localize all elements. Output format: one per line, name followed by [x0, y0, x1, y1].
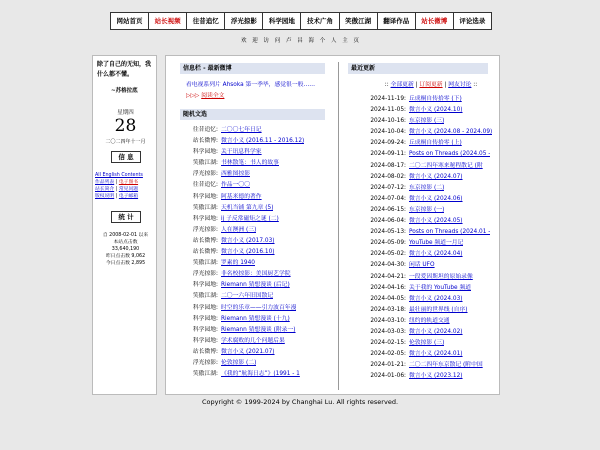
nav-science[interactable]: 科学园地	[263, 13, 301, 29]
list-item-label: 2024-04-16:	[370, 284, 406, 291]
list-item-label: 笑傲江湖:	[192, 293, 218, 300]
list-item-label: 2024-03-03:	[370, 328, 406, 335]
list-item	[351, 316, 499, 327]
list-item-link[interactable]: ij 子反常磁矩之谜 (二)	[221, 215, 279, 222]
list-item-label: 2024-04-05:	[370, 295, 406, 302]
list-item	[184, 347, 334, 358]
info-panel-body	[186, 80, 321, 102]
date-day: 28	[114, 116, 137, 136]
list-item-link[interactable]: 闲话 UFO	[409, 262, 435, 269]
link-english-contents[interactable]: All English Contents	[95, 173, 143, 178]
stats-yesterday: 昨日点击数 9,062	[105, 254, 146, 259]
copyright-footer: Copyright © 1999-2024 by Changhai Lu. All rights reserved.	[201, 398, 399, 406]
stats-total-value: 33,640,190	[111, 247, 140, 252]
list-item-label: 2024-01-06:	[370, 373, 406, 380]
list-item-link[interactable]: 微言小义 (2024.03)	[409, 295, 463, 302]
list-item	[184, 192, 334, 203]
main-content	[165, 55, 500, 395]
list-item-link[interactable]: Riemann 猜想漫谈 (附录一)	[221, 326, 296, 333]
nav-home[interactable]: 网站首页	[111, 13, 149, 29]
list-item-link[interactable]: 一段爱因斯坦的原始录像	[409, 273, 473, 280]
stats-total-label: 本站点击数	[113, 240, 138, 245]
list-item	[351, 194, 499, 205]
list-item-link[interactable]: 丘成桐自传拾零 (下)	[409, 96, 462, 102]
nav-videos[interactable]: 站长视频	[149, 13, 187, 29]
list-item-label: 2024-02-15:	[370, 340, 406, 347]
list-item	[351, 294, 499, 305]
list-item-label: 笑傲江湖:	[192, 260, 218, 267]
date-weekday: 星期四	[117, 110, 134, 116]
list-item-label: 站长微博:	[192, 249, 218, 256]
list-item	[351, 116, 499, 127]
info-heading: 信 息	[111, 151, 141, 163]
list-item-link[interactable]: 关于讯息科学家	[221, 149, 262, 156]
list-item	[184, 225, 334, 236]
list-item-link[interactable]: 微言小义 (2017.03)	[221, 237, 275, 244]
welcome-banner: 欢 迎 访 问 卢 昌 海 个 人 主 页	[241, 38, 361, 44]
nav-microblog[interactable]: 站长微博	[416, 13, 454, 29]
top-navigation	[110, 12, 492, 30]
date-full: 二〇二四年十一月	[105, 139, 146, 145]
list-item-label: 站长微博:	[192, 237, 218, 244]
link-ebooks[interactable]: 电子图书	[118, 180, 139, 185]
list-item	[351, 305, 499, 316]
list-item-label: 科学园地:	[192, 304, 218, 311]
list-item	[184, 269, 334, 280]
link-subscribe[interactable]: 订阅更新	[419, 82, 443, 88]
list-item-label: 科学园地:	[192, 193, 218, 200]
list-item-link[interactable]: 阿基米德的著作	[221, 193, 262, 200]
list-item-label: 站长微博:	[192, 138, 218, 145]
list-item-link[interactable]: 微言小义 (2021.07)	[221, 348, 275, 355]
list-item-link[interactable]: 人在澳洲 (三)	[221, 226, 257, 233]
list-item	[184, 325, 334, 336]
list-item-link[interactable]: 作品一〇〇	[221, 182, 250, 189]
list-item-label: 科学园地:	[192, 149, 218, 156]
list-item-label: 2024-04-21:	[370, 273, 406, 280]
list-item-link[interactable]: YouTube 频道一月记	[409, 240, 464, 247]
list-item	[184, 203, 334, 214]
nav-memories[interactable]: 往昔追忆	[187, 13, 225, 29]
nav-essays[interactable]: 笑傲江湖	[340, 13, 378, 29]
list-item	[351, 238, 499, 249]
arrows-icon: ▷▷▷	[186, 93, 202, 99]
list-item	[184, 314, 334, 325]
stats-today: 今日点击数 2,895	[105, 261, 146, 266]
updates-links: :: 全部更新 | 订阅更新 | 网友讨论 ::	[384, 82, 478, 88]
list-item-link[interactable]: 丘成桐自传拾零 (上)	[409, 140, 462, 147]
link-faq[interactable]: 常见问题	[118, 187, 139, 192]
list-item-link[interactable]: 学术腐败的几个问题后果	[221, 337, 285, 344]
list-item	[184, 125, 334, 136]
list-item-label: 2024-01-21:	[370, 362, 406, 369]
list-item-label: 2024-03-10:	[370, 317, 406, 324]
list-item	[184, 291, 334, 302]
list-item	[351, 127, 499, 138]
list-item-link[interactable]: 纽约的轨道交通	[409, 317, 450, 324]
list-item	[184, 214, 334, 225]
list-item-label: 2024-02-05:	[370, 351, 406, 358]
updates-panel-title: 最近更新	[348, 63, 488, 74]
list-item-label: 2024-06-15:	[370, 206, 406, 213]
list-item	[351, 105, 499, 116]
nav-translations[interactable]: 翻译作品	[378, 13, 416, 29]
list-item	[184, 247, 334, 258]
nav-tech[interactable]: 技术广角	[301, 13, 339, 29]
random-list	[184, 125, 334, 380]
list-item-label: 2024-07-04:	[370, 195, 406, 202]
list-item-link[interactable]: 《我的“航海日志”》(1991 - 1	[221, 371, 300, 378]
list-item-link[interactable]: 微言小义 (2024.01)	[409, 351, 463, 358]
list-item	[351, 272, 499, 283]
list-item-label: 2024-11-05:	[370, 107, 406, 114]
list-item	[184, 158, 334, 169]
list-item-label: 科学园地:	[192, 282, 218, 289]
list-item	[351, 283, 499, 294]
link-copyright[interactable]: 版权说明	[95, 194, 115, 199]
link-email[interactable]: 电子邮箱	[118, 194, 139, 199]
stats-block	[95, 232, 156, 267]
list-item	[184, 336, 334, 347]
list-item-label: 浮光掠影:	[192, 271, 218, 278]
list-item-link[interactable]: 天机当铺 第九章 (5)	[221, 204, 274, 211]
list-item-label: 2024-11-19:	[370, 96, 406, 102]
updates-list	[351, 94, 499, 382]
list-item-label: 2024-08-02:	[370, 173, 406, 180]
list-item-link[interactable]: 二〇一六年旧国散记	[221, 293, 274, 300]
list-item	[351, 371, 499, 382]
list-item	[351, 338, 499, 349]
list-item-link[interactable]: 二〇二四年寒来秘程散记 (附	[409, 162, 483, 169]
list-item-link[interactable]: 罗素的 1940	[221, 260, 255, 267]
info-links: All English Contents 作品列表 | 电子图书 站长简介 | 常见问题 版权说明 | 电子邮箱	[95, 173, 143, 199]
list-item-label: 站长微博:	[192, 348, 218, 355]
list-item	[184, 180, 334, 191]
list-item	[184, 169, 334, 180]
list-item	[351, 216, 499, 227]
list-item	[351, 183, 499, 194]
list-item	[184, 136, 334, 147]
link-all-updates[interactable]: 全部更新	[390, 82, 414, 88]
list-item-label: 科学园地:	[192, 337, 218, 344]
nav-snapshots[interactable]: 浮光掠影	[225, 13, 263, 29]
list-item-link[interactable]: 伦敦掠影 (二)	[221, 359, 257, 366]
list-item-link[interactable]: 二〇〇七年日记	[221, 127, 262, 133]
list-item-label: 2024-03-18:	[370, 306, 406, 313]
list-item	[351, 360, 499, 371]
list-item-label: 2024-10-04:	[370, 129, 406, 136]
list-item-label: 浮光掠影:	[192, 359, 218, 366]
list-item	[351, 161, 499, 172]
list-item	[351, 349, 499, 360]
list-item-label: 科学园地:	[192, 315, 218, 322]
list-item-link[interactable]: 微言小义 (2024.02)	[409, 328, 463, 335]
list-item-link[interactable]: Riemann 猜想漫谈 (后记)	[221, 282, 290, 289]
list-item	[351, 172, 499, 183]
list-item-label: 2024-05-09:	[370, 240, 406, 247]
list-item-link[interactable]: 二〇二四年东京散记 (附中国	[409, 362, 483, 369]
list-item-link[interactable]: Riemann 猜想漫谈 (十九)	[221, 315, 290, 322]
list-item-label: 往昔追忆:	[192, 182, 218, 189]
list-item	[184, 369, 334, 380]
list-item-label: 笑傲江湖:	[192, 204, 218, 211]
list-item-label: 往昔追忆:	[192, 127, 218, 133]
stats-heading: 统 计	[111, 211, 141, 223]
list-item-label: 2024-10-16:	[370, 118, 406, 125]
list-item-link[interactable]: 东京掠影 (一)	[409, 206, 445, 213]
link-about[interactable]: 站长简介	[95, 187, 115, 192]
list-item	[184, 258, 334, 269]
list-item-link[interactable]: 书林散笔：书人的故事	[221, 160, 279, 167]
list-item	[351, 227, 499, 238]
link-discussion[interactable]: 网友讨论	[448, 82, 472, 88]
list-item-link[interactable]: 时空的乐章——引力波百年漫	[221, 304, 297, 311]
list-item-label: 2024-09-11:	[370, 151, 406, 158]
list-item-link[interactable]: 西雅图掠影	[221, 171, 250, 178]
list-item	[351, 249, 499, 260]
list-item-link[interactable]: 微言小义 (2024.08 - 2024.09)	[409, 129, 493, 136]
list-item-link[interactable]: 微言小义 (2024.06)	[409, 195, 463, 202]
list-item	[184, 358, 334, 369]
list-item-label: 2024-08-17:	[370, 162, 406, 169]
list-item	[351, 327, 499, 338]
list-item-link[interactable]: 微言小义 (2023.12)	[409, 373, 463, 380]
list-item-label: 笑傲江湖:	[192, 160, 218, 167]
list-item	[351, 260, 499, 271]
column-divider	[338, 62, 339, 390]
list-item-label: 笑傲江湖:	[192, 371, 218, 378]
list-item	[351, 94, 499, 105]
list-item-link[interactable]: 微言小义 (2024.05)	[409, 218, 463, 225]
nav-comments[interactable]: 评论选录	[459, 17, 486, 25]
list-item-link[interactable]: 非名校掠影：美国厨艺学院	[221, 271, 291, 278]
list-item-label: 2024-06-04:	[370, 218, 406, 225]
motto-quote: 除了自己的无知，我什么都不懂。	[97, 61, 152, 78]
list-item-label: 2024-09-24:	[370, 140, 406, 147]
motto-author: ~苏格拉底	[111, 88, 138, 94]
list-item	[184, 280, 334, 291]
list-item-label: 浮光掠影:	[192, 171, 218, 178]
list-item	[184, 303, 334, 314]
list-item-link[interactable]: 关于我的 YouTube 频道	[409, 284, 472, 291]
read-more-link[interactable]: 阅读全文	[201, 93, 225, 99]
list-item	[351, 205, 499, 216]
list-item-link[interactable]: 微言小义 (2024.10)	[409, 107, 463, 114]
link-works-list[interactable]: 作品列表	[95, 180, 115, 185]
list-item-link[interactable]: Posts on Threads (2024.01 -	[409, 229, 491, 236]
stats-since: 自 2008-02-01 以来	[102, 233, 149, 238]
list-item-link[interactable]: Posts on Threads (2024.05 -	[409, 151, 491, 158]
list-item-link[interactable]: 微言小义 (2024.04)	[409, 251, 463, 258]
list-item-link[interactable]: 最壮丽的世界线 (自序)	[409, 306, 468, 313]
list-item-label: 2024-07-12:	[370, 184, 406, 191]
list-item-link[interactable]: 东京掠影 (三)	[409, 118, 445, 125]
list-item-label: 2024-05-02:	[370, 251, 406, 258]
list-item-link[interactable]: 微言小义 (2016.10)	[221, 249, 275, 256]
list-item	[351, 149, 499, 160]
list-item-link[interactable]: 微言小义 (2016.11 - 2016.12)	[221, 138, 305, 145]
list-item-label: 科学园地:	[192, 326, 218, 333]
list-item-label: 浮光掠影:	[192, 226, 218, 233]
info-panel-title: 信息栏 - 最新微博	[180, 63, 325, 74]
list-item	[184, 236, 334, 247]
list-item-link[interactable]: 伦敦掠影 (三)	[409, 340, 445, 347]
list-item	[351, 138, 499, 149]
random-panel-title: 随机文选	[180, 109, 325, 120]
list-item-link[interactable]: 微言小义 (2024.07)	[409, 173, 463, 180]
left-sidebar	[92, 55, 157, 395]
list-item-label: 科学园地:	[192, 215, 218, 222]
latest-post-text[interactable]: 看电视系列片 Ahsoka 第一季毕，感觉很一般……	[186, 82, 316, 88]
list-item	[184, 147, 334, 158]
list-item-link[interactable]: 东京掠影 (二)	[409, 184, 445, 191]
list-item-label: 2024-04-30:	[370, 262, 406, 269]
list-item-label: 2024-05-13:	[370, 229, 406, 236]
